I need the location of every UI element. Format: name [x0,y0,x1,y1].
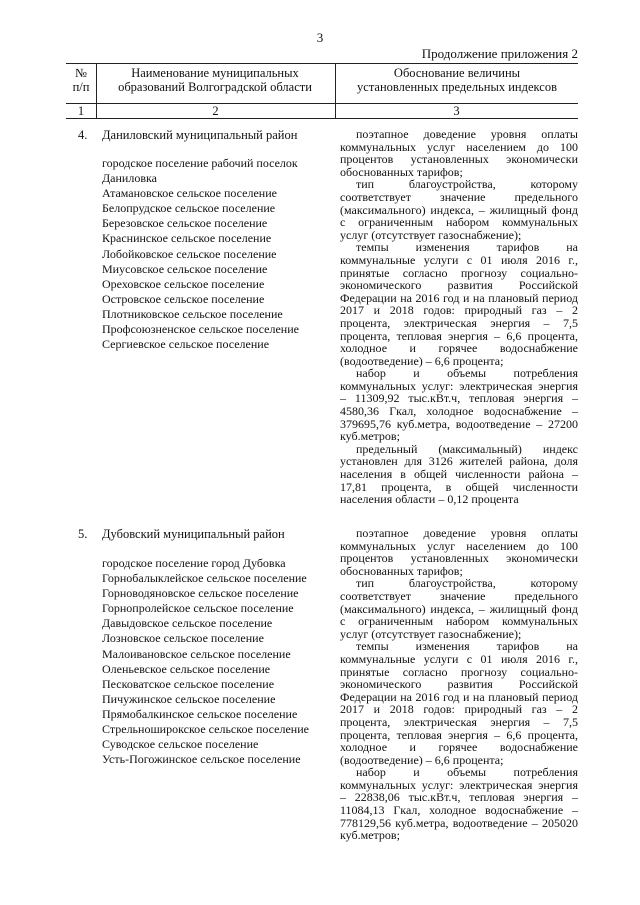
justification-paragraph: тип благоустройства, которому соответствует значение предельного (максимального) индекса, – жилищный фонд с ограниченным набором коммунальных услуг (отсутствует газоснабжение); [340,177,578,242]
page-number: 3 [316,30,324,45]
justification-block [340,527,578,842]
settlement-item: Лобойковское сельское поселение [102,246,277,261]
column-number-2: 2 [212,104,219,118]
settlement-item: городское поселение город Дубовка [102,556,286,570]
settlement-item: Сергиевское сельское поселение [102,337,270,352]
settlement-item: Белопрудское сельское поселение [102,201,276,216]
settlement-item: Суводское сельское поселение [102,737,259,752]
header-top-rule [66,63,578,64]
settlement-item: городское поселение рабочий поселок Даниловка [102,156,298,186]
settlement-item: Оленьевское сельское поселение [102,661,271,676]
settlement-item: Горноводяновское сельское поселение [102,586,299,601]
settlement-item: Атамановское сельское поселение [102,186,277,201]
column-number-3: 3 [453,104,460,118]
settlement-item: Плотниковское сельское поселение [102,306,283,321]
settlement-item: Прямобалкинское сельское поселение [102,706,298,721]
settlement-item: Березовское сельское поселение [102,216,268,231]
district-name: Даниловский муниципальный район [102,128,298,142]
settlement-item: Профсоюзненское сельское поселение [102,322,299,337]
justification-paragraph: поэтапное доведение уровня оплаты коммунальных услуг населением до 100 процентов установленных экономически обоснованных тарифов; [340,127,578,179]
settlement-list [102,156,342,352]
justification-paragraph: набор и объемы потребления коммунальных услуг: электрическая энергия – 11309,92 тыс.кВт.ч, тепловая энергия – 4580,36 Гкал, холодное водоснабжение – 379695,76 куб.метра, водоотведение – 27200 куб.метров; [340,366,578,444]
settlement-item: Малоивановское сельское поселение [102,646,291,661]
settlement-item: Островское сельское поселение [102,291,265,306]
continuation-label: Продолжение приложения 2 [421,46,578,61]
settlement-item: Усть-Погожинское сельское поселение [102,752,301,767]
settlement-item: Стрельноширокское сельское поселение [102,722,309,737]
settlement-item: Лозновское сельское поселение [102,631,264,646]
settlement-item: Ореховское сельское поселение [102,276,265,291]
header-col-name: Наименование муниципальных образований Волгоградской области [118,66,312,94]
settlement-item: Песковатское сельское поселение [102,676,275,691]
header-bottom-rule [66,118,578,119]
settlement-item: Давыдовское сельское поселение [102,616,273,631]
row-number: 5. [78,527,88,541]
justification-paragraph: темпы изменения тарифов на коммунальные услуги с 01 июля 2016 г., принятые согласно прогнозу социально-экономического развития Российской Федерации на 2016 год и на плановый период 2017 и 2018 годов: природный газ – 2 процента, электрическая энергия – 7,5 процента, тепловая энергия – 6,6 процента, холодное и горячее водоснабжение (водоотведение) – 6,6 процента; [340,240,578,368]
justification-paragraph: поэтапное доведение уровня оплаты коммунальных услуг населением до 100 процентов установленных экономически обоснованных тарифов; [340,526,578,578]
justification-paragraph: предельный (максимальный) индекс установлен для 3126 жителей района, доля населения в общей численности района – 17,81 процента, в общей численности населения области – 0,12 процента [340,441,578,507]
settlement-item: Горнобалыклейское сельское поселение [102,571,307,586]
settlement-item: Краснинское сельское поселение [102,231,272,246]
justification-paragraph: темпы изменения тарифов на коммунальные услуги с 01 июля 2016 г., принятые согласно прогнозу социально-экономического развития Российской Федерации на 2016 год и на плановый период 2017 и 2018 годов: природный газ – 2 процента, электрическая энергия – 7,5 процента, тепловая энергия – 6,6 процента, холодное и горячее водоснабжение (водоотведение) – 6,6 процента; [340,639,578,767]
justification-paragraph: тип благоустройства, которому соответствует значение предельного (максимального) индекса, – жилищный фонд с ограниченным набором коммунальных услуг (отсутствует газоснабжение); [340,576,578,641]
settlement-list [102,556,342,767]
settlement-item: Пичужинское сельское поселение [102,691,276,706]
settlement-item: Миусовское сельское поселение [102,261,268,276]
justification-paragraph: набор и объемы потребления коммунальных услуг: электрическая энергия – 22838,06 тыс.кВт.ч, тепловая энергия – 11084,13 Гкал, холодное водоснабжение – 778129,56 куб.метра, водоотведение – 205020 куб.метров; [340,765,578,843]
district-name: Дубовский муниципальный район [102,527,285,541]
header-col-number: № п/п [72,66,90,94]
column-number-1: 1 [77,104,85,118]
header-col-justification: Обоснование величины установленных предельных индексов [357,66,557,94]
justification-block [340,128,578,506]
row-number: 4. [78,128,88,142]
settlement-item: Горнопролейское сельское поселение [102,601,294,616]
